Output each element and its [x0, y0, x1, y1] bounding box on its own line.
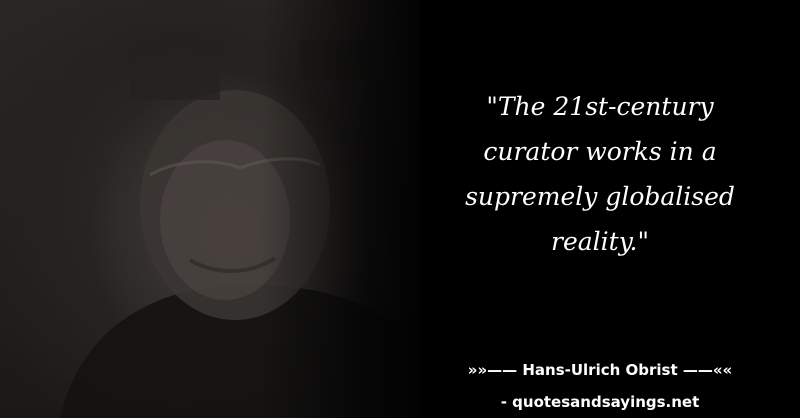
- quote-author: »»—— Hans-Ulrich Obrist ——««: [467, 361, 733, 379]
- quote-source: - quotesandsayings.net: [500, 393, 700, 411]
- quote-text: "The 21st-century curator works in a supremely globalised reality.": [465, 92, 735, 256]
- photo-fade-overlay: [260, 0, 440, 418]
